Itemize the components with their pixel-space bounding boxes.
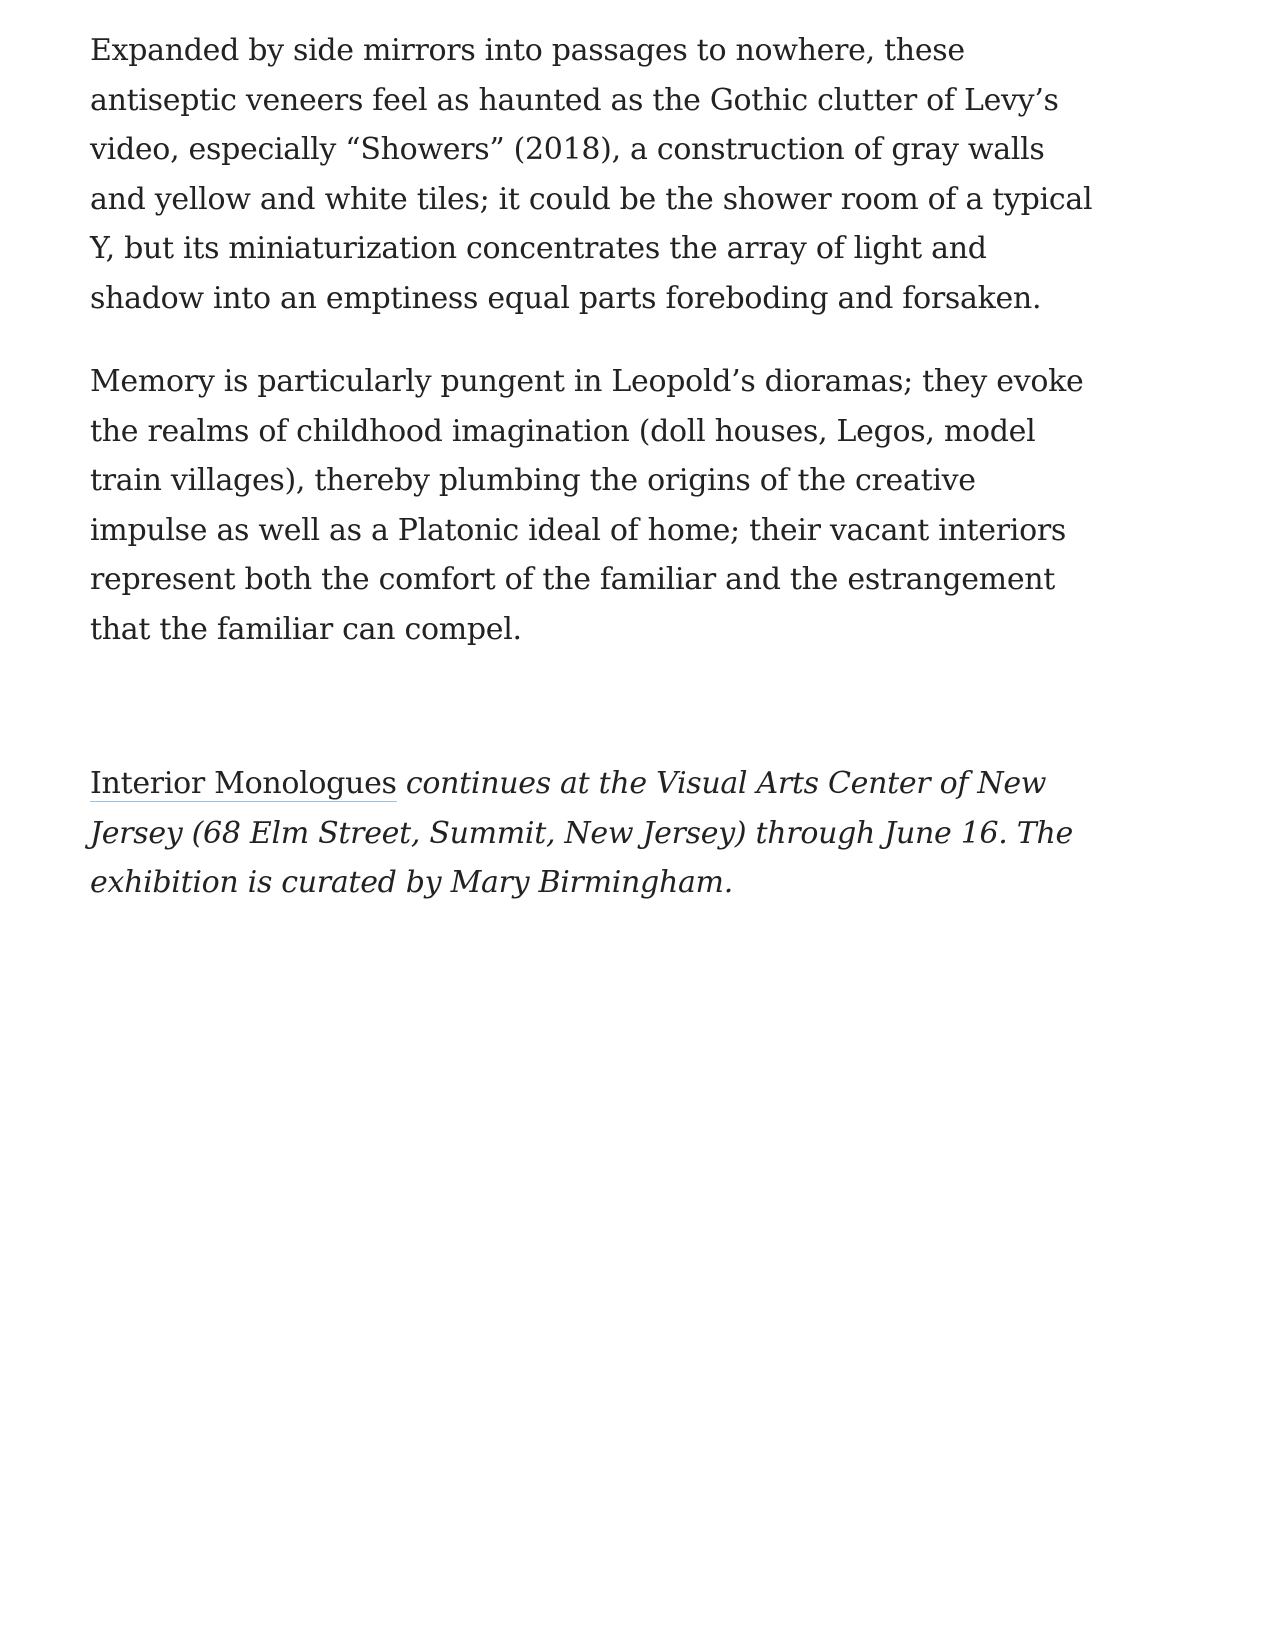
article-paragraph-2: Memory is particularly pungent in Leopold’s dioramas; they evoke the realms of childhood imagination (doll houses, Legos, model train villages), thereby plumbing the origins of the creative impulse as well as a Platonic ideal of home; their vacant interiors represent both the comfort of the familiar and the estrangement that the familiar can compel. <box>90 364 1084 647</box>
article-paragraph-1: Expanded by side mirrors into passages to nowhere, these antiseptic veneers feel as haunted as the Gothic clutter of Levy’s video, especially “Showers” (2018), a construction of gray walls and yellow and white tiles; it could be the shower room of a typical Y, but its miniaturization concentrates the array of light and shadow into an emptiness equal parts foreboding and forsaken. <box>90 33 1093 316</box>
exhibition-title-link[interactable]: Interior Monologues <box>90 766 397 801</box>
exhibition-info <box>90 759 1100 908</box>
exhibition-details: continues at the Visual Arts Center of New Jersey (68 Elm Street, Summit, New Jersey) through June 16. The exhibition is curated by Mary Birmingham. <box>90 766 1073 900</box>
article-body <box>90 26 1100 654</box>
